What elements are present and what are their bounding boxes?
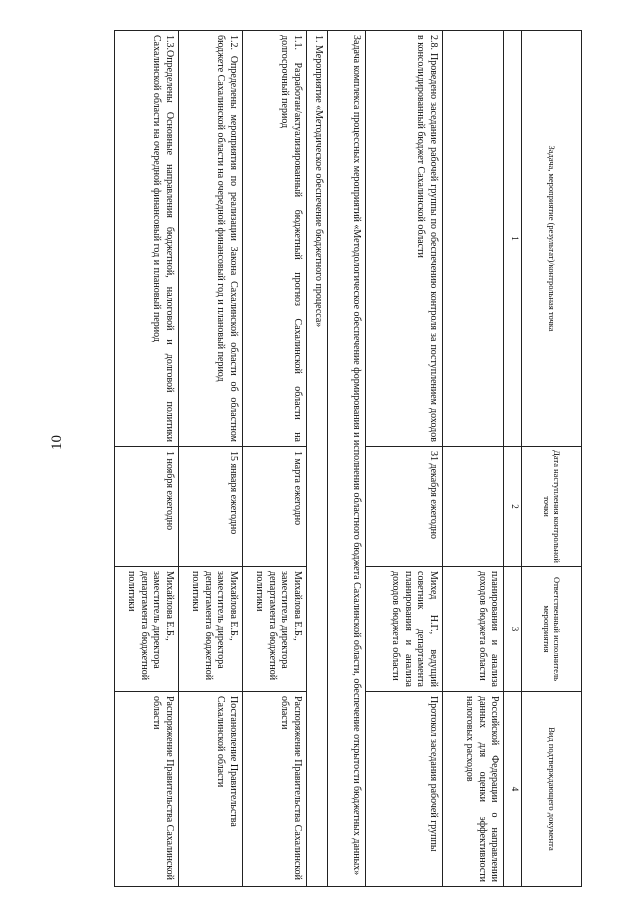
- table-row: [178, 31, 242, 887]
- column-number: 3: [504, 567, 522, 692]
- header-document: Вид подтверждающего документа: [522, 692, 582, 887]
- control-points-table: [114, 30, 582, 887]
- cell-document: Постановление Правительства Сахалинской области: [178, 692, 242, 887]
- cell-date: 1 ноября ежегодно: [115, 447, 179, 567]
- cell-task: 1.3.Определены Основные направления бюджетной, налоговой и долговой политики Сахалинской области на очередной финансовый год и плановый период: [115, 31, 179, 447]
- cell-responsible: Михайлова Е.Б., заместитель директора департамента бюджетной политики: [115, 567, 179, 692]
- event-title: 1. Мероприятие «Методическое обеспечение бюджетного процесса»: [306, 31, 327, 887]
- cell-document: Протокол заседания рабочей группы: [365, 692, 442, 887]
- cell-responsible: Михайлова Е.Б., заместитель директора департамента бюджетной политики: [178, 567, 242, 692]
- cell-date: 1 марта ежегодно: [242, 447, 306, 567]
- table-row: [365, 31, 442, 887]
- cell-date: 15 января ежегодно: [178, 447, 242, 567]
- cell-document: Распоряжение Правительства Сахалинской области: [115, 692, 179, 887]
- header-date: Дата наступления контрольной точки: [522, 447, 582, 567]
- cell-date: 31 декабря ежегодно: [365, 447, 442, 567]
- cell-document: Распоряжение Правительства Сахалинской области: [242, 692, 306, 887]
- header-task: Задача, мероприятие (результат)/контрольная точка: [522, 31, 582, 447]
- event-row: [306, 31, 327, 887]
- column-number: 1: [504, 31, 522, 447]
- table-row: [115, 31, 179, 887]
- cell-task: 2.8. Проведено заседание рабочей группы по обеспечению контроля за поступлением доходов в консолидированный бюджет Сахалинской области: [365, 31, 442, 447]
- table-header-row: [522, 31, 582, 887]
- section-task: Задача комплекса процессных мероприятий «Методологическое обеспечение формирования и исполнения областного бюджета Сахалинской области, обеспечение открытости бюджетных данных»: [327, 31, 365, 887]
- cell-responsible: Михайлова Е.Б., заместитель директора департамента бюджетной политики: [242, 567, 306, 692]
- section-task-row: [327, 31, 365, 887]
- cell-document: Российской Федерации о направлении данных для оценки эффективности налоговых расходов: [442, 692, 504, 887]
- table-row: [442, 31, 504, 887]
- column-number: 4: [504, 692, 522, 887]
- cell-date: [442, 447, 504, 567]
- column-numbers-row: [504, 31, 522, 887]
- cell-responsible: планирования и анализа доходов бюджета области: [442, 567, 504, 692]
- column-number: 2: [504, 447, 522, 567]
- cell-task: [442, 31, 504, 447]
- header-responsible: Ответственный исполнитель мероприятия: [522, 567, 582, 692]
- rotated-page-content: [114, 30, 582, 886]
- table-row: [242, 31, 306, 887]
- page-number: 10: [49, 435, 65, 450]
- cell-responsible: Михед Н.Г., ведущий советник департамента планирования и анализа доходов бюджета области: [365, 567, 442, 692]
- cell-task: 1.1. Разработан/актуализированный бюджетный прогноз Сахалинской области на долгосрочный период: [242, 31, 306, 447]
- cell-task: 1.2. Определены мероприятия по реализации Закона Сахалинской области об областном бюджете Сахалинской области на очередной финансовый год и плановый период: [178, 31, 242, 447]
